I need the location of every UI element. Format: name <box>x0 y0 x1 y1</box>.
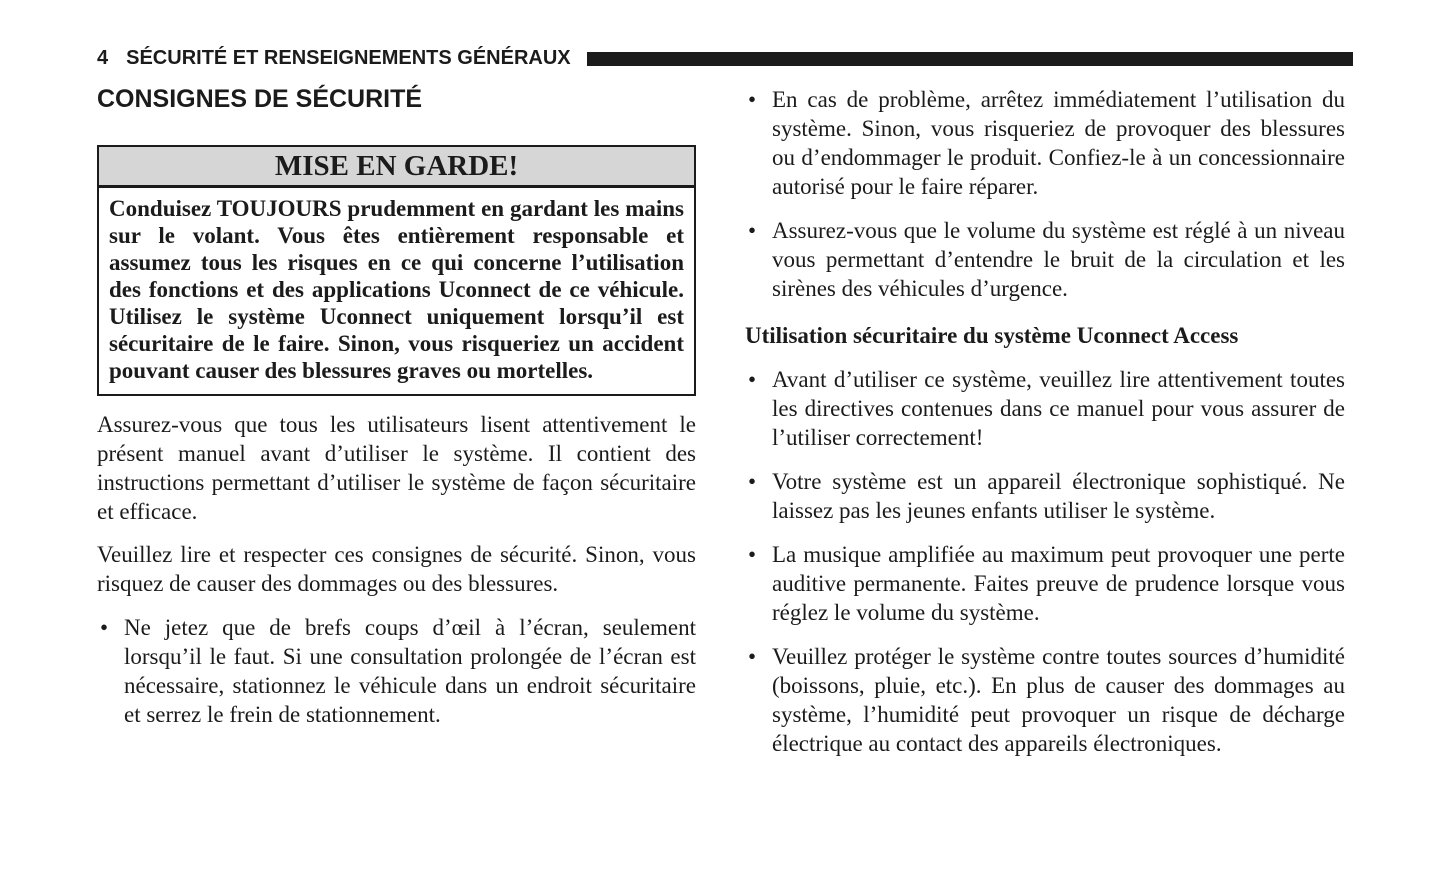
bullet-text: Ne jetez que de brefs coups d’œil à l’écran, seulement lorsqu’il le faut. Si une consultation prolongée de l’écran est nécessaire, stationnez le véhicule dans un endroit sécuritaire et serrez le frein de stationnement. <box>124 615 696 727</box>
bullet-item <box>745 540 1345 627</box>
bullet-dot-icon: • <box>748 87 757 112</box>
bullet-item <box>745 85 1345 201</box>
bullet-dot-icon: • <box>100 615 109 640</box>
page-header <box>97 46 1353 70</box>
bullet-item <box>745 642 1345 758</box>
subsection-title: Utilisation sécuritaire du système Uconnect Access <box>745 323 1239 348</box>
header-title: SÉCURITÉ ET RENSEIGNEMENTS GÉNÉRAUX <box>126 47 571 69</box>
page-number: 4 <box>97 47 109 69</box>
bullet-text: Veuillez protéger le système contre toutes sources d’humidité (boissons, pluie, etc.). En plus de causer des dommages au système, l’humidité peut provoquer un risque de décharge électrique au contact des appareils électroniques. <box>772 644 1345 756</box>
bullet-text: Assurez-vous que le volume du système est réglé à un niveau vous permettant d’entendre le bruit de la circulation et les sirènes des véhicules d’urgence. <box>772 218 1345 301</box>
bullet-dot-icon: • <box>748 644 757 669</box>
bullet-dot-icon: • <box>748 218 757 243</box>
warning-box <box>97 145 696 396</box>
bullet-text: Votre système est un appareil électronique sophistiqué. Ne laissez pas les jeunes enfants utiliser le système. <box>772 469 1345 523</box>
right-column <box>745 85 1345 758</box>
bullet-dot-icon: • <box>748 367 757 392</box>
paragraph: Assurez-vous que tous les utilisateurs lisent attentivement le présent manuel avant d’utiliser le système. Il contient des instructions permettant d’utiliser le système de façon sécuritaire et efficace. <box>97 412 696 524</box>
section-title: CONSIGNES DE SÉCURITÉ <box>97 85 423 113</box>
bullet-item <box>745 365 1345 452</box>
bullet-dot-icon: • <box>748 469 757 494</box>
warning-box-body: Conduisez TOUJOURS prudemment en gardant les mains sur le volant. Vous êtes entièrement responsable et assumez tous les risques en ce qui concerne l’utilisation des fonctions et des applications Uconnect de ce véhicule. Utilisez le système Uconnect uniquement lorsqu’il est sécuritaire de le faire. Sinon, vous risqueriez un accident pouvant causer des blessures graves ou mortelles. <box>109 196 684 383</box>
header-rule-bar <box>587 52 1353 66</box>
bullet-text: La musique amplifiée au maximum peut provoquer une perte auditive permanente. Faites preuve de prudence lorsque vous réglez le volume du système. <box>772 542 1345 625</box>
bullet-item <box>97 613 696 729</box>
left-column <box>97 85 696 729</box>
bullet-text: Avant d’utiliser ce système, veuillez lire attentivement toutes les directives contenues dans ce manuel pour vous assurer de l’utiliser correctement! <box>772 367 1345 450</box>
warning-box-title: MISE EN GARDE! <box>99 147 694 188</box>
bullet-dot-icon: • <box>748 542 757 567</box>
bullet-text: En cas de problème, arrêtez immédiatement l’utilisation du système. Sinon, vous risqueriez de provoquer des blessures ou d’endommager le produit. Confiez-le à un concessionnaire autorisé pour le faire réparer. <box>772 87 1345 199</box>
paragraph: Veuillez lire et respecter ces consignes de sécurité. Sinon, vous risquez de causer des dommages ou des blessures. <box>97 542 696 596</box>
bullet-item <box>745 467 1345 525</box>
bullet-item <box>745 216 1345 303</box>
